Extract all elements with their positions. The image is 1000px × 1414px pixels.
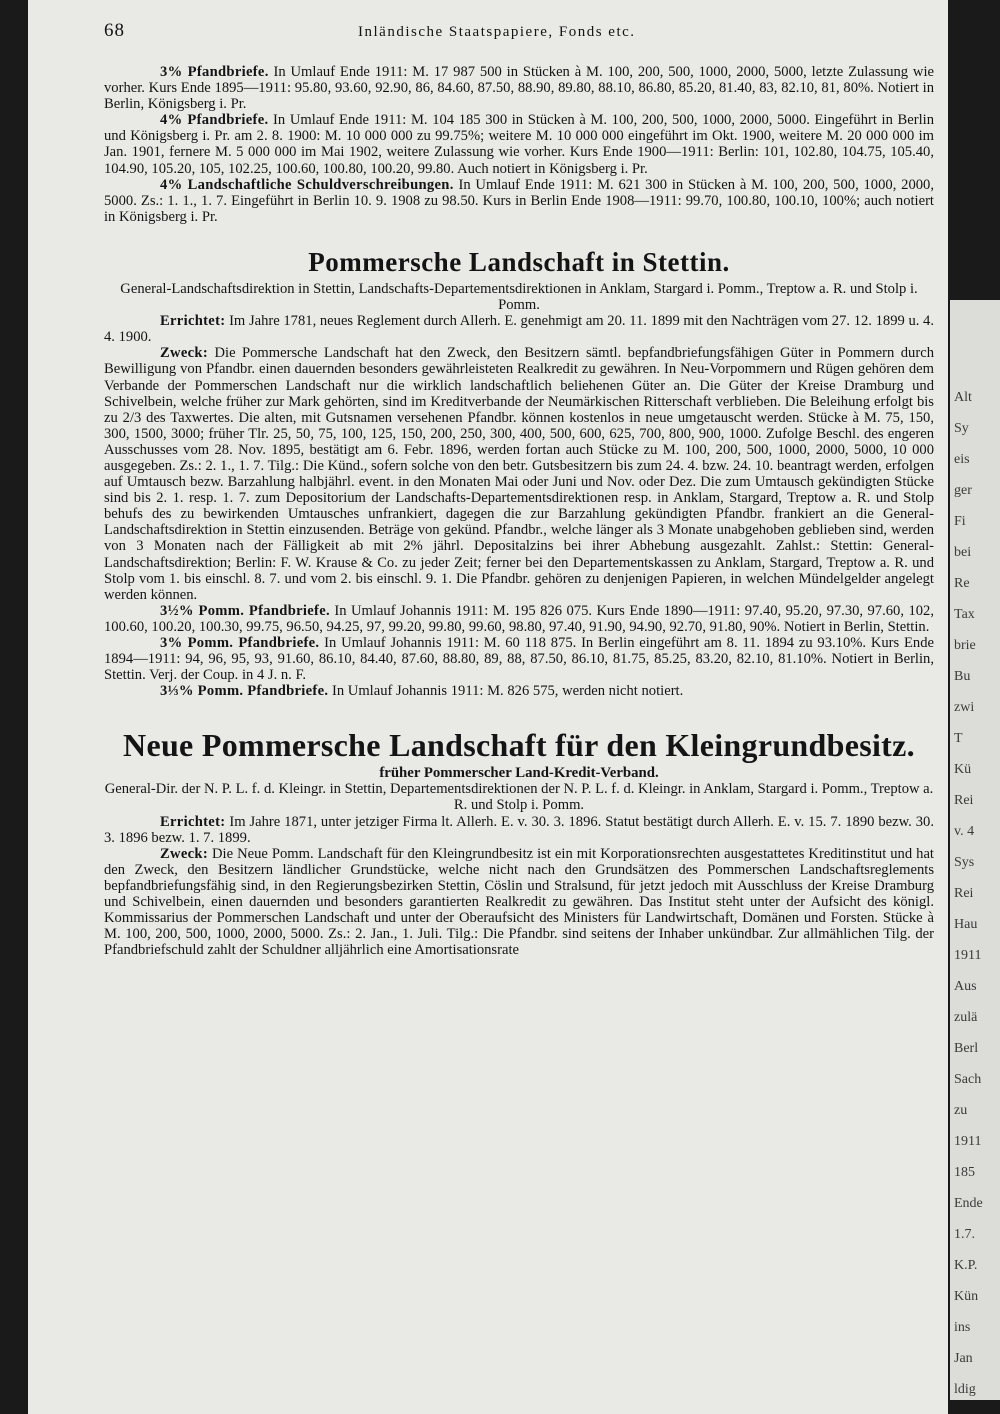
paragraph <box>104 64 934 112</box>
adjacent-page-fragment: T <box>954 731 963 746</box>
paragraph <box>104 177 934 225</box>
page-number: 68 <box>104 20 125 41</box>
directorate-line: General-Dir. der N. P. L. f. d. Kleingr. in Stettin, Departementsdirektionen der N. P. L. f. d. Kleingr. in Anklam, Stargard i. Pomm., Treptow a. R. und Stolp i. Pomm. <box>104 781 934 814</box>
adjacent-page-fragment: ins <box>954 1320 971 1335</box>
paragraph-text: In Umlauf Ende 1911: M. 621 300 in Stücken à M. 100, 200, 500, 1000, 2000, 5000. Zs.: 1. 1., 1. 7. Eingeführt in Berlin 10. 9. 1908 zu 98.50. Kurs in Berlin Ende 1908—1911: 99.70, 100.80, 100.10, 100%; auch notiert in Königsberg i. Pr. <box>104 176 934 225</box>
paragraph-lead: 3⅓% Pomm. Pfandbriefe. <box>160 683 329 700</box>
section-heading: Pommersche Landschaft in Stettin. <box>308 246 730 277</box>
adjacent-page-fragment: Rei <box>954 886 974 901</box>
adjacent-page-fragment: Sy <box>954 421 969 436</box>
section-heading: Neue Pommersche Landschaft für den Kleingrundbesitz. <box>123 727 915 764</box>
adjacent-page-fragment: Jan <box>954 1351 973 1366</box>
adjacent-page-fragment: eis <box>954 452 970 467</box>
directorate-line: General-Landschaftsdirektion in Stettin, Landschafts-Departementsdirektionen in Anklam, Stargard i. Pomm., Treptow a. R. und Stolp i. Pomm. <box>120 280 918 314</box>
section-subheading: früher Pommerscher Land-Kredit-Verband. <box>379 765 659 782</box>
paragraph <box>104 112 934 176</box>
adjacent-page-fragment: Ende <box>954 1196 983 1211</box>
adjacent-page-fragment: 1911 <box>954 1134 982 1149</box>
paragraph-text: In Umlauf Ende 1911: M. 104 185 300 in Stücken à M. 100, 200, 500, 1000, 2000, 5000. Eingeführt in Berlin und Königsberg i. Pr. am 2. 8. 1900: M. 10 000 000 zu 99.75%; weitere M. 10 000 000 eingeführt im Okt. 1900, weitere M. 20 000 000 im Jan. 1901, fernere M. 5 000 000 im Mai 1902, weitere Zulassung wie vorher. Kurs Ende 1900—1911: Berlin: 101, 102.80, 104.75, 105.40, 104.90, 105.20, 105, 102.25, 100.60, 100.80, 100.20, 99.80. Auch notiert in Königsberg i. Pr. <box>104 112 934 177</box>
adjacent-page-fragment: Re <box>954 576 970 591</box>
paragraph <box>104 814 934 846</box>
paragraph-text: In Umlauf Ende 1911: M. 17 987 500 in Stücken à M. 100, 200, 500, 1000, 2000, 5000, letzte Zulassung wie vorher. Kurs Ende 1895—1911: 95.80, 93.60, 92.90, 86, 84.60, 87.50, 88.90, 89.80, 88.10, 86.80, 85.20, 81.40, 83, 82.10, 81, 80%. Notiert in Berlin, Königsberg i. Pr. <box>104 64 934 113</box>
paragraph-lead: Errichtet: <box>160 813 226 830</box>
adjacent-page-fragment: brie <box>954 638 976 653</box>
adjacent-page-fragment: Sach <box>954 1072 982 1087</box>
adjacent-page-fragment: Tax <box>954 607 975 622</box>
paragraph-lead: 3% Pomm. Pfandbriefe. <box>160 635 320 651</box>
paragraph-text: In Umlauf Johannis 1911: M. 60 118 875. In Berlin eingeführt am 8. 11. 1894 zu 93.10%. Kurs Ende 1894—1911: 94, 96, 95, 93, 91.60, 86.10, 84.40, 87.60, 88.80, 89, 88, 87.50, 86.10, 81.75, 85.25, 83.20, 82.10, 81.10%. Notiert in Berlin, Stettin. Verj. der Coup. in 4 J. n. F. <box>104 635 934 684</box>
paragraph <box>104 635 934 683</box>
paragraph <box>104 345 934 603</box>
paragraph-lead: 4% Landschaftliche Schuldverschreibungen. <box>160 176 454 193</box>
adjacent-page-fragment: ldig <box>954 1382 976 1397</box>
running-title: Inländische Staatspapiere, Fonds etc. <box>358 24 636 40</box>
paragraph-text: Die Neue Pomm. Landschaft für den Kleingrundbesitz ist ein mit Korporationsrechten ausgestattetes Kreditinstitut und hat den Zweck, den Besitzern ländlicher Grundstücke, welche nicht nach den Grundsätzen des Pommerschen Landschaftsreglements bepfandbriefungsfähig sind, in den Regierungsbezirken Stettin, Cöslin und Stralsund, für jetzt jedoch mit Ausschluss der Kreise Dramburg und Schivelbein, einen dauernden und besonders garantierten Realkredit zu gewähren. Das Institut steht unter der Aufsicht des königl. Kommissarius der Pommerschen Landschaft und unter der Oberaufsicht des Ministers für Landwirtschaft, Domänen und Forsten. Stücke à M. 100, 200, 500, 1000, 2000, 5000. Zs.: 2. Jan., 1. Juli. Tilg.: Die Pfandbr. sind seitens der Inhaber unkündbar. Zur allmählichen Tilg. der Pfandbriefschuld zahlt der Schuldner alljährlich eine Amortisationsrate <box>104 845 934 959</box>
adjacent-page-fragment: 1911 <box>954 948 982 963</box>
paragraph-lead: Zweck: <box>160 345 209 362</box>
paragraph-text: Im Jahre 1871, unter jetziger Firma lt. Allerh. E. v. 30. 3. 1896. Statut bestätigt durch Allerh. E. v. 15. 7. 1890 bezw. 30. 3. 1896 bezw. 1. 7. 1899. <box>104 813 934 846</box>
paragraph-lead: Zweck: <box>160 845 209 862</box>
adjacent-page-fragment: Kü <box>954 762 972 777</box>
adjacent-page-fragment: Sys <box>954 855 975 870</box>
paragraph <box>104 603 934 635</box>
adjacent-page-fragment: zwi <box>954 700 975 715</box>
adjacent-page-fragment: v. 4 <box>954 824 975 839</box>
paragraph-lead: Errichtet: <box>160 313 226 330</box>
adjacent-page-edge <box>950 300 1000 1400</box>
paragraph-lead: 4% Pfandbriefe. <box>160 112 269 129</box>
adjacent-page-fragment: 1.7. <box>954 1227 975 1242</box>
paragraph-lead: 3% Pfandbriefe. <box>160 64 269 80</box>
adjacent-page-fragment: 185 <box>954 1165 975 1180</box>
paragraph-text: In Umlauf Johannis 1911: M. 826 575, werden nicht notiert. <box>328 683 684 700</box>
document-page <box>28 0 948 1414</box>
adjacent-page-fragment: K.P. <box>954 1258 978 1273</box>
adjacent-page-fragment: bei <box>954 545 972 560</box>
paragraph <box>104 846 934 959</box>
paragraph-lead: 3½% Pomm. Pfandbriefe. <box>160 602 330 619</box>
adjacent-page-fragment: Alt <box>954 390 972 405</box>
adjacent-page-fragment: Rei <box>954 793 974 808</box>
adjacent-page-fragment: Hau <box>954 917 978 932</box>
adjacent-page-fragment: zu <box>954 1103 968 1118</box>
adjacent-page-fragment: Kün <box>954 1289 979 1304</box>
adjacent-page-fragment: ger <box>954 483 972 498</box>
adjacent-page-fragment: Berl <box>954 1041 979 1056</box>
adjacent-page-fragment: Fi <box>954 514 966 529</box>
page-body <box>104 64 934 958</box>
paragraph-text: In Umlauf Johannis 1911: M. 195 826 075. Kurs Ende 1890—1911: 97.40, 95.20, 97.30, 97.60, 102, 100.60, 100.20, 100.30, 99.75, 96.50, 94.25, 97, 99.20, 99.80, 99.60, 98.80, 97.40, 91.90, 94.90, 92.70, 91.80, 90%. Notiert in Berlin, Stettin. <box>104 602 934 635</box>
adjacent-page-fragment: Aus <box>954 979 977 994</box>
paragraph-text: Die Pommersche Landschaft hat den Zweck, den Besitzern sämtl. bepfandbriefungsfähigen Güter in Pommern durch Bewilligung von Pfandbr. einen dauernden besonders gewährleisteten Realkredit zu gewähren. In Neu-Vorpommern und Rügen gehören dem Verbande der Pommerschen Landschaft nur die wirklich landschaftlich beliehenen Güter an. Die Güter der Kreise Dramburg und Schivelbein, welche früher zur Mark gehörten, sind im Kreditverbande der Neumärkischen Ritterschaft verblieben. Die Beleihung erfolgt bis zu 2/3 des Taxwertes. Die alten, mit Gutsnamen versehenen Pfandbr. können kostenlos in neue umgetauscht werden. Stücke à M. 75, 150, 300, 1500, 3000; früher Tlr. 25, 50, 75, 100, 125, 150, 200, 250, 300, 400, 500, 600, 625, 700, 800, 900, 1000. Zufolge Beschl. des engeren Ausschusses vom 28. Nov. 1895, bestätigt am 6. Febr. 1896, werden fortan auch Stücke zu M. 100, 200, 500, 1000, 2000, 5000, 10 000 ausgegeben. Zs.: 2. 1., 1. 7. Tilg.: Die Künd., sofern solche von den betr. Gutsbesitzern bis zum 24. 4. bzw. 24. 10. beantragt werden, erfolgen auf Umtausch bezw. Barzahlung halbjährl. event. in den Monaten Mai oder Juni und Nov. oder Dez. Die zum Umtausch gekündigten Stücke sind bis 2. 1. resp. 1. 7. zum Depositorium der Landschafts-Departementsdirektionen resp. in Anklam, Stargard, Treptow a. R. und Stolp behufs des zu bewirkenden Umtausches unfrankiert, dagegen die zur Barzahlung gekündigten Pfandbr. frankiert an die General-Landschaftsdirektion in Stettin einzusenden. Beträge von gekünd. Pfandbr., welche länger als 3 Monate unabgehoben geblieben sind, werden von 3 Monaten nach der Fälligkeit ab mit 2% jährl. Depositalzins bei ihrer Abhebung ausgezahlt. Zahlst.: Stettin: General-Landschaftsdirektion; Berlin: F. W. Krause & Co. zu jeder Zeit; ferner bei den Departementskassen zu Anklam, Stargard, Treptow a. R. und Stolp vom 1. bis einschl. 8. 7. und vom 2. bis einschl. 9. 1. Die Pfandbr. gehören zu denjenigen Papieren, in welchen Mündelgelder angelegt werden können. <box>104 345 934 603</box>
paragraph <box>104 313 934 345</box>
paragraph <box>104 683 934 699</box>
adjacent-page-fragment: Bu <box>954 669 971 684</box>
adjacent-page-fragment: zulä <box>954 1010 978 1025</box>
paragraph-text: Im Jahre 1781, neues Reglement durch Allerh. E. genehmigt am 20. 11. 1899 mit den Nachträgen vom 27. 12. 1899 u. 4. 4. 1900. <box>104 313 934 346</box>
